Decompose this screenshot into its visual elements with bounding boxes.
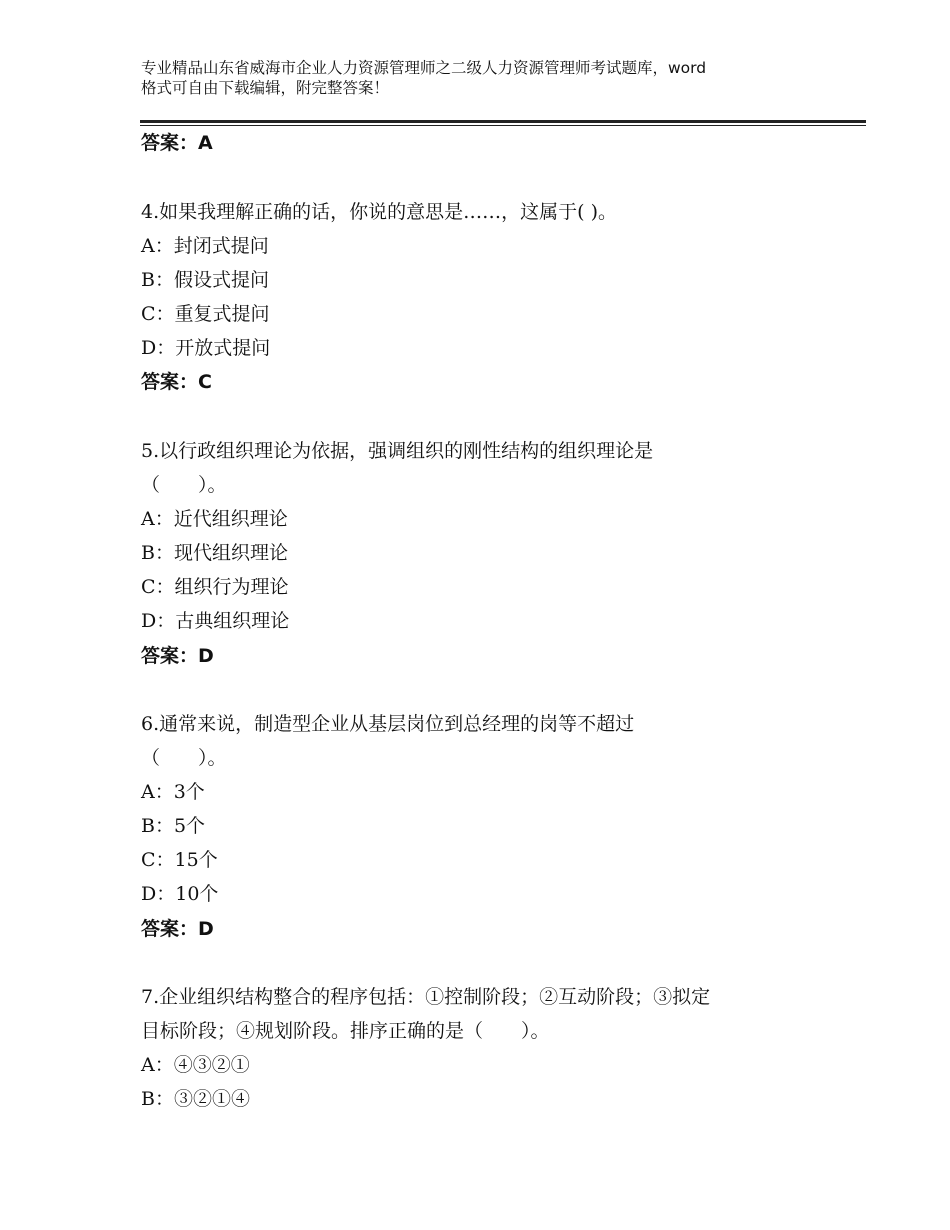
question-5-option-b: B：现代组织理论 bbox=[141, 542, 288, 564]
question-4-stem: 4.如果我理解正确的话，你说的意思是……，这属于( )。 bbox=[141, 201, 617, 223]
question-5-stem-line-1: 5.以行政组织理论为依据，强调组织的刚性结构的组织理论是 bbox=[141, 440, 654, 462]
page-header bbox=[141, 58, 841, 98]
question-5-option-c: C：组织行为理论 bbox=[141, 576, 289, 598]
question-7-option-a: A：④③②① bbox=[141, 1054, 250, 1076]
question-4-option-c: C：重复式提问 bbox=[141, 303, 270, 325]
question-5-option-d: D：古典组织理论 bbox=[141, 610, 290, 632]
question-7-stem-line-2: 目标阶段；④规划阶段。排序正确的是（ ）。 bbox=[141, 1020, 550, 1042]
question-5-option-a: A：近代组织理论 bbox=[141, 508, 288, 530]
header-rule-thick bbox=[140, 120, 866, 123]
header-rule-thin bbox=[140, 125, 866, 126]
question-6-option-c: C：15个 bbox=[141, 849, 218, 871]
question-6-stem-line-1: 6.通常来说，制造型企业从基层岗位到总经理的岗等不超过 bbox=[141, 713, 635, 735]
question-4-answer: 答案：C bbox=[141, 371, 212, 393]
question-6-option-b: B：5个 bbox=[141, 815, 206, 837]
question-6-answer: 答案：D bbox=[141, 918, 214, 940]
answer-previous: 答案：A bbox=[141, 132, 213, 154]
header-line-1: 专业精品山东省威海市企业人力资源管理师之二级人力资源管理师考试题库，word bbox=[141, 59, 707, 77]
question-4-option-b: B：假设式提问 bbox=[141, 269, 269, 291]
question-4-option-a: A：封闭式提问 bbox=[141, 235, 269, 257]
question-6-option-d: D：10个 bbox=[141, 883, 219, 905]
question-7-option-b: B：③②①④ bbox=[141, 1088, 250, 1110]
question-7-stem-line-1: 7.企业组织结构整合的程序包括：①控制阶段；②互动阶段；③拟定 bbox=[141, 986, 711, 1008]
question-4-option-d: D：开放式提问 bbox=[141, 337, 271, 359]
question-5-stem-line-2: （ ）。 bbox=[141, 474, 227, 496]
header-line-2: 格式可自由下载编辑，附完整答案！ bbox=[141, 79, 390, 97]
question-6-option-a: A：3个 bbox=[141, 781, 205, 803]
question-5-answer: 答案：D bbox=[141, 645, 214, 667]
question-6-stem-line-2: （ ）。 bbox=[141, 747, 227, 769]
